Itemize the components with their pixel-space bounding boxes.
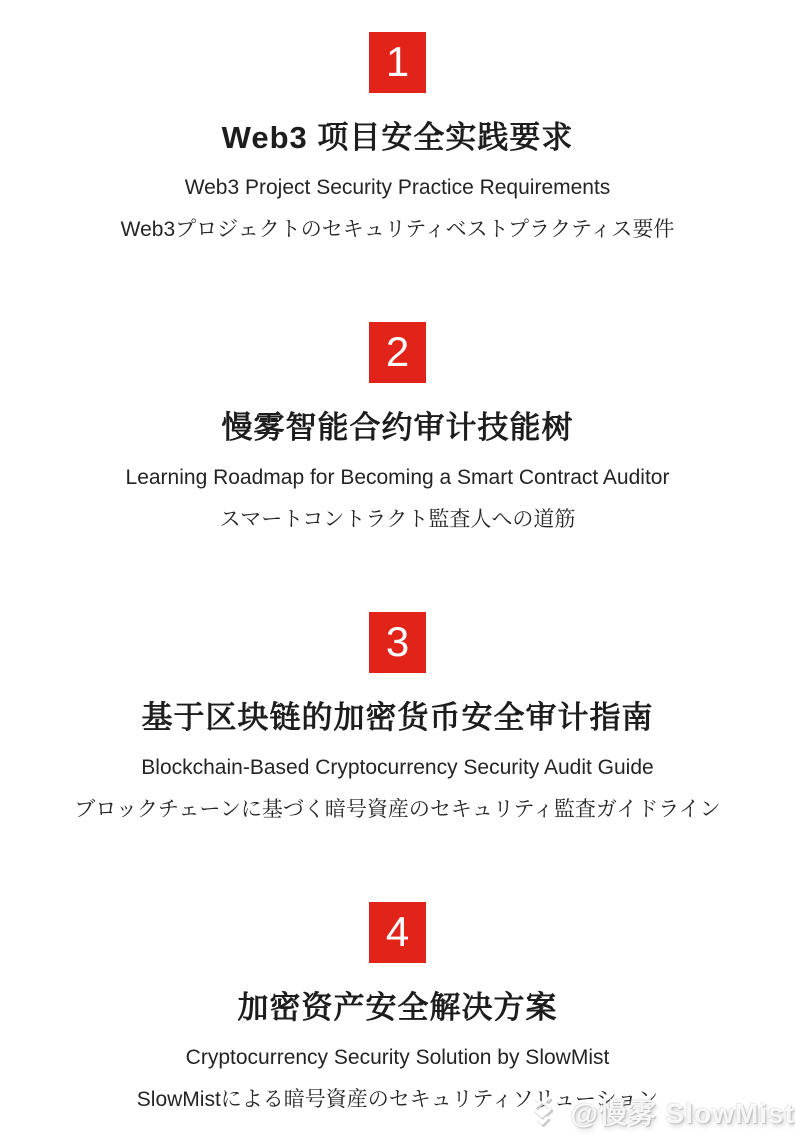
- section-subtitle-en: Cryptocurrency Security Solution by SlowMist: [185, 1046, 610, 1069]
- section-title-zh: 基于区块链的加密货币安全审计指南: [141, 700, 654, 735]
- section-item-3: [0, 612, 795, 824]
- section-subtitle-ja: ブロックチェーンに基づく暗号資産のセキュリティ監査ガイドライン: [74, 798, 721, 821]
- section-number-badge: 1: [369, 32, 426, 93]
- section-title-zh: 慢雾智能合约审计技能树: [221, 410, 574, 445]
- section-subtitle-en: Web3 Project Security Practice Requirements: [184, 176, 611, 199]
- watermark-text: @慢雾 SlowMist: [570, 1098, 795, 1129]
- section-subtitle-en: Blockchain-Based Cryptocurrency Security Audit Guide: [141, 756, 654, 779]
- section-title-zh: Web3 项目安全实践要求: [221, 120, 574, 155]
- section-title-zh: 加密资产安全解决方案: [237, 990, 558, 1025]
- section-item-1: [0, 32, 795, 244]
- section-subtitle-ja: Web3プロジェクトのセキュリティベストプラクティス要件: [120, 218, 675, 241]
- section-number-badge: 2: [369, 322, 426, 383]
- section-number-badge: 4: [369, 902, 426, 963]
- section-subtitle-ja: SlowMistによる暗号資産のセキュリティソリューション: [136, 1088, 659, 1111]
- section-subtitle-ja: スマートコントラクト監査人への道筋: [219, 508, 576, 531]
- section-item-4: [0, 902, 795, 1114]
- section-subtitle-en: Learning Roadmap for Becoming a Smart Contract Auditor: [125, 466, 670, 489]
- section-item-2: [0, 322, 795, 534]
- section-number-badge: 3: [369, 612, 426, 673]
